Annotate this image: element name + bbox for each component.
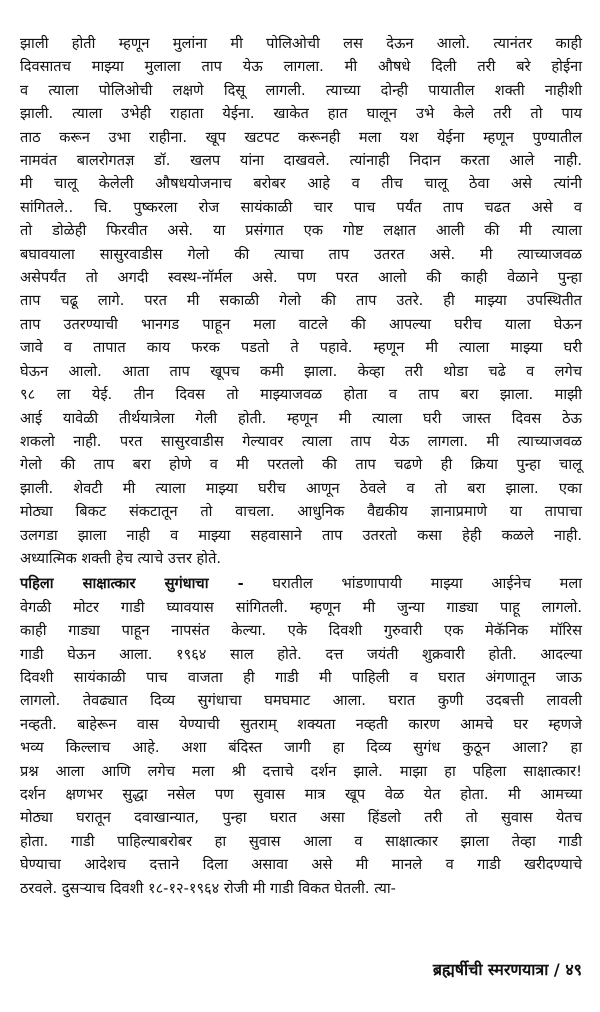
text-line: गाडी घेऊन आला. १९६४ साल होते. दत्त जयंती शुक्रवारी होती. आदल्या — [20, 645, 582, 663]
text-line: असेपर्यंत तो अगदी स्वस्थ-नॉर्मल असे. पण परत आलो की काही वेळाने पुन्हा — [20, 269, 582, 287]
text-line: तो डोळेही फिरवीत असे. या प्रसंगात एक गोष्ट लक्षात आली की मी त्याला — [20, 222, 582, 240]
text-line: घेऊन आलो. आता ताप खूपच कमी झाला. केव्हा तरी थोडा चढे व लगेच — [20, 362, 582, 380]
text-line: गेलो की ताप बरा होणे व मी परतलो की ताप चढणे ही क्रिया पुन्हा चालू — [20, 456, 582, 474]
text-line: दिवशी सायंकाळी पाच वाजता ही गाडी मी पाहिली व घरात अंगणातून जाऊ — [20, 668, 582, 686]
text-line: जावे व तापात काय फरक पडतो ते पहावे. म्हणून मी त्याला माझ्या घरी — [20, 339, 582, 357]
page-footer: ब्रह्मर्षीची स्मरणयात्रा / ४९ — [432, 960, 582, 979]
section-first-line-text: घरातील भांडणापायी माझ्या आईनेच मला — [272, 575, 582, 593]
section-first-line — [20, 572, 582, 595]
text-line: शकलो नाही. परत सासुरवाडीस गेल्यावर त्याला ताप येऊ लागला. मी त्याच्याजवळ — [20, 432, 582, 450]
text-line: झाली होती म्हणून मुलांना मी पोलिओची लस देऊन आलो. त्यानंतर काही — [20, 35, 582, 52]
text-line: काही गाड्या पाहून नापसंत केल्या. एके दिवशी गुरुवारी एक मेकॅनिक मॉरिस — [20, 622, 582, 640]
text-line: ९८ ला येई. तीन दिवस तो माझ्याजवळ होता व ताप बरा झाला. माझी — [20, 386, 582, 404]
text-line: मोठ्या घरातून दवाखान्यात, पुन्हा घरात असा हिंडलो तरी तो सुवास येतच — [20, 809, 582, 827]
text-line: भव्य किल्लाच आहे. अशा बंदिस्त जागी हा दिव्य सुगंध कुठून आला? हा — [20, 739, 582, 757]
text-line: वेगळी मोटर गाडी घ्यावयास सांगितली. म्हणून मी जुन्या गाड्या पाहू लागलो. — [20, 598, 582, 616]
text-line: ठरवले. दुसऱ्याच दिवशी १८-१२-१९६४ रोजी मी गाडी विकत घेतली. त्या- — [20, 879, 396, 897]
text-line: मी चालू केलेली औषधयोजनाच बरोबर आहे व तीच चालू ठेवा असे त्यांनी — [20, 175, 582, 193]
text-line: बघावयाला सासुरवाडीस गेलो की त्याचा ताप उतरत असे. मी त्याच्याजवळ — [20, 245, 582, 263]
text-line: नव्हती. बाहेरून वास येण्याची सुतराम् शक्यता नव्हती कारण आमचे घर म्हणजे — [20, 715, 582, 733]
text-line: दर्शन क्षणभर सुद्धा नसेल पण सुवास मात्र खूप वेळ येत होता. मी आमच्या — [20, 786, 582, 803]
text-line: ताप चढू लागे. परत मी सकाळी गेलो की ताप उतरे. ही माझ्या उपस्थितीत — [20, 292, 582, 310]
paragraph-fragrance-revelation — [20, 572, 582, 900]
text-line: ताठ करून उभा राहीना. खूप खटपट करूनही मला यश येईना म्हणून पुण्यातील — [20, 128, 582, 146]
text-line: झाली. त्याला उभेही राहाता येईना. खाकेत हात घालून उभे केले तरी तो पाय — [20, 105, 582, 123]
text-line: लागलो. तेवढ्यात दिव्य सुगंधाचा घमघमाट आला. घरात कुणी उदबत्ती लावली — [20, 692, 582, 710]
text-line: सांगितले.. चि. पुष्करला रोज सायंकाळी चार पाच पर्यंत ताप चढत असे व — [20, 198, 582, 216]
text-line: अध्यात्मिक शक्ती हेच त्याचे उत्तर होते. — [20, 549, 222, 567]
text-line: आई यावेळी तीर्थयात्रेला गेली होती. म्हणून मी त्याला घरी जास्त दिवस ठेऊ — [20, 409, 582, 427]
text-line: दिवसातच माझ्या मुलाला ताप येऊ लागला. मी औषधे दिली तरी बरे होईना — [20, 58, 582, 76]
paragraph-polio-story — [20, 32, 582, 570]
page-body — [20, 32, 582, 900]
text-line: होता. गाडी पाहिल्याबरोबर हा सुवास आला व साक्षात्कार झाला तेव्हा गाडी — [20, 832, 582, 850]
text-line: झाली. शेवटी मी त्याला माझ्या घरीच आणून ठेवले व तो बरा झाला. एका — [20, 479, 582, 497]
text-line: नामवंत बालरोगतज्ञ डॉ. खलप यांना दाखवले. त्यांनाही निदान करता आले नाही. — [20, 152, 582, 170]
text-line: प्रश्न आला आणि लगेच मला श्री दत्ताचे दर्शन झाले. माझा हा पहिला साक्षात्कार! — [20, 762, 582, 780]
text-line: घेण्याचा आदेशच दत्ताने दिला असावा असे मी मानले व गाडी खरीदण्याचे — [20, 856, 582, 874]
text-line: मोठ्या बिकट संकटातून तो वाचला. आधुनिक वैद्यकीय ज्ञानाप्रमाणे या तापाचा — [20, 503, 582, 521]
text-line: ताप उतरण्याची भानगड पाहून मला वाटले की आपल्या घरीच याला घेऊन — [20, 315, 582, 333]
text-line: व त्याला पोलिओची लक्षणे दिसू लागली. त्याच्या दोन्ही पायातील शक्ती नाहीशी — [20, 81, 582, 99]
section-heading: पहिला साक्षात्कार सुगंधाचा - — [20, 575, 244, 593]
text-line: उलगडा झाला नाही व माझ्या सहवासाने ताप उतरतो कसा हेही कळले नाही. — [20, 526, 582, 544]
